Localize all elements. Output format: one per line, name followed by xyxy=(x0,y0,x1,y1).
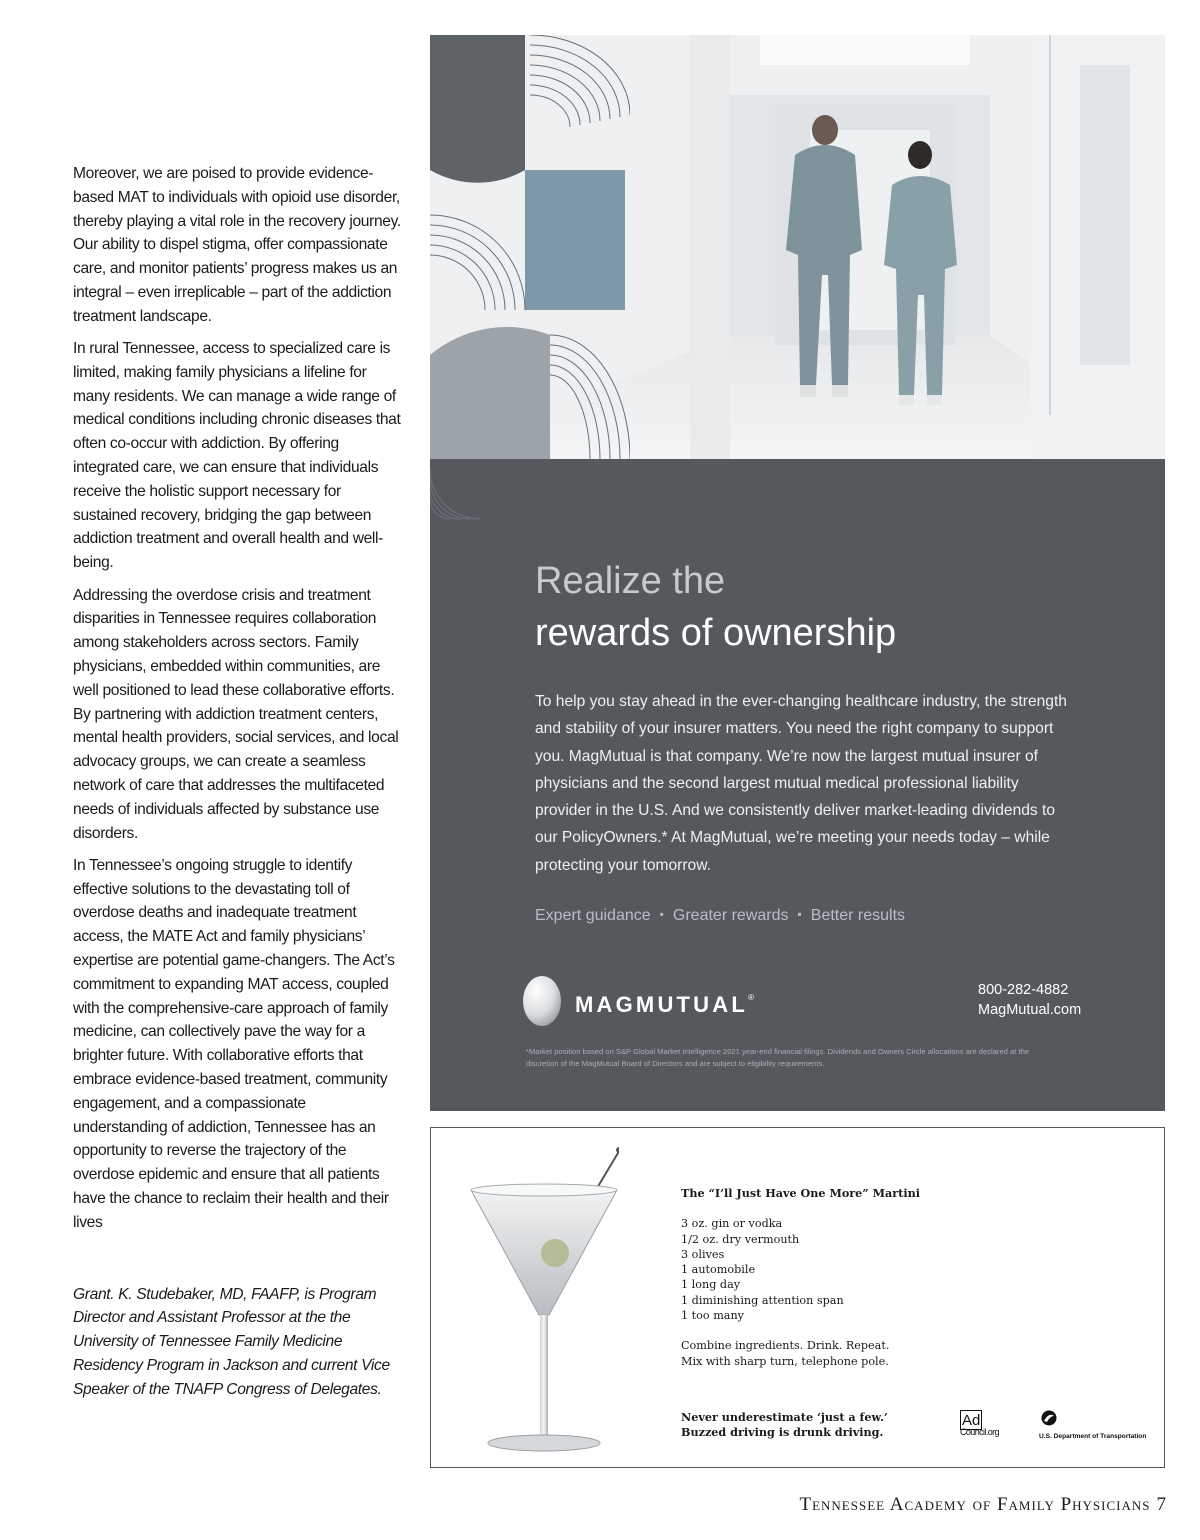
ad-tagline xyxy=(535,907,1155,925)
logo-wordmark: MAGMUTUAL xyxy=(575,992,748,1017)
ingredient: 3 oz. gin or vodka xyxy=(681,1217,783,1231)
ad-council-url: Council.org xyxy=(960,1427,999,1437)
recipe-title: The “I’ll Just Have One More” Martini xyxy=(681,1186,920,1200)
ingredient: 3 olives xyxy=(681,1247,725,1261)
tag-greater-rewards: Greater rewards xyxy=(672,907,789,924)
ingredient: 1 long day xyxy=(681,1278,741,1292)
registered-mark: ® xyxy=(748,993,754,1002)
hospital-hallway-photo xyxy=(430,35,1165,459)
ingredient: 1 automobile xyxy=(681,1263,756,1277)
usdot-emblem-icon xyxy=(1041,1410,1057,1426)
ad-council-logo xyxy=(960,1410,999,1437)
instructions xyxy=(681,1338,981,1369)
article-paragraph: In rural Tennessee, access to specialized care is limited, making family physicians a lifeline for many residents. We can manage a wide range of medical conditions including chronic diseases that often co-occur with addiction. By offering integrated care, we can ensure that individuals receive the holistic support necessary for sustained recovery, bridging the gap between addiction treatment and overall health and well-being. xyxy=(73,340,401,572)
martini-glass-icon xyxy=(469,1140,619,1460)
article-column xyxy=(73,162,401,1410)
ingredient: 1 diminishing attention span xyxy=(681,1293,844,1307)
instruction: Combine ingredients. Drink. Repeat. xyxy=(681,1339,890,1353)
article-paragraph: Moreover, we are poised to provide evidence-based MAT to individuals with opioid use disorder, thereby playing a vital role in the recovery journey. Our ability to dispel stigma, offer compassionate care, and monitor patients’ progress makes us an integral – even irreplicable – part of the addiction treatment landscape. xyxy=(73,165,401,325)
ad-disclaimer: *Market position based on S&P Global Market Intelligence 2021 year-end financial filings. Dividends and Owners Circle allocations are declared at the discretion of the MagMutual Board of Directors and are subject to eligibility requirements. xyxy=(526,1047,1030,1068)
warning-line: Never underestimate ‘just a few.’ xyxy=(681,1410,888,1424)
psa-warning xyxy=(681,1410,981,1441)
tag-separator: ▪ xyxy=(659,907,664,921)
ingredient: 1 too many xyxy=(681,1309,745,1323)
ingredients-list xyxy=(681,1216,981,1323)
ingredient: 1/2 oz. dry vermouth xyxy=(681,1232,800,1246)
drunk-driving-psa xyxy=(430,1127,1165,1468)
article-paragraph: In Tennessee’s ongoing struggle to identify effective solutions to the devastating toll of overdose deaths and inadequate treatment access, the MATE Act and family physicians’ expertise are potential game-changers. The Act’s commitment to expanding MAT access, coupled with the comprehensive-care approach of family medicine, can collectively pave the way for a brighter future. With collaborative efforts that embrace evidence-based treatment, community engagement, and a compassionate understanding of addiction, Tennessee has an opportunity to reverse the trajectory of the overdose epidemic and ensure that all patients have the chance to reclaim their health and their lives xyxy=(73,856,395,1231)
tag-separator: ▪ xyxy=(797,907,802,921)
phone-number: 800-282-4882 xyxy=(978,982,1069,998)
headline-line-2: rewards of ownership xyxy=(535,612,897,654)
website-link[interactable]: MagMutual.com xyxy=(978,1002,1082,1018)
magmutual-logo xyxy=(575,992,754,1018)
warning-line: Buzzed driving is drunk driving. xyxy=(681,1425,884,1440)
decorative-arcs xyxy=(430,459,490,599)
page-number: 7 xyxy=(1156,1494,1167,1515)
tag-better-results: Better results xyxy=(810,907,906,924)
ad-headline xyxy=(535,555,1135,659)
magmutual-ad xyxy=(430,35,1165,1111)
page-footer xyxy=(799,1494,1167,1516)
ad-body-text: To help you stay ahead in the ever-changing healthcare industry, the strength and stability of your insurer matters. You need the right company to support you. MagMutual is that company. We’re now the largest mutual insurer of physicians and the second largest mutual medical professional liability provider in the U.S. And we consistently deliver market-leading dividends to our PolicyOwners.* At MagMutual, we’re meeting your needs today – while protecting your tomorrow. xyxy=(535,693,1067,874)
usdot-label: U.S. Department of Transportation xyxy=(1039,1433,1147,1440)
tag-expert-guidance: Expert guidance xyxy=(535,907,651,924)
ad-contact xyxy=(978,980,1081,1020)
ad-council-box: Ad xyxy=(962,1412,981,1429)
usdot-logo xyxy=(1039,1410,1146,1440)
author-bio: Grant. K. Studebaker, MD, FAAFP, is Program Director and Assistant Professor at the the University of Tennessee Family Medicine Residency Program in Jackson and current Vice Speaker of the TNAFP Congress of Delegates. xyxy=(73,1285,390,1398)
headline-line-1: Realize the xyxy=(535,560,726,602)
instruction: Mix with sharp turn, telephone pole. xyxy=(681,1354,889,1368)
publication-name: Tennessee Academy of Family Physicians xyxy=(799,1494,1151,1515)
article-paragraph: Addressing the overdose crisis and treatment disparities in Tennessee requires collaboration among stakeholders across sectors. Family physicians, embedded within communities, are well positioned to lead these collaborative efforts. By partnering with addiction treatment centers, mental health providers, social services, and local advocacy groups, we can create a seamless network of care that addresses the multifaceted needs of individuals affected by substance use disorders. xyxy=(73,586,399,842)
magmutual-egg-icon xyxy=(520,972,564,1028)
